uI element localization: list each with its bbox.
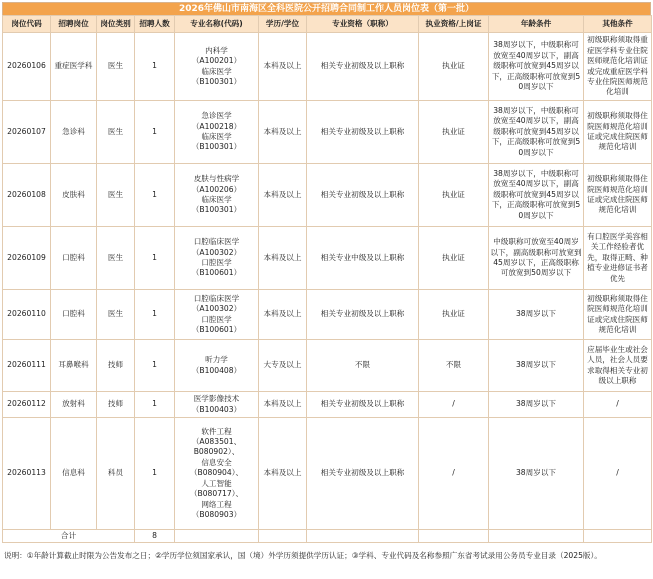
header-other: 其他条件 <box>584 16 652 33</box>
cell-age: 38周岁以下 <box>489 392 584 418</box>
cell-category: 医生 <box>97 227 135 290</box>
cell-code: 20260108 <box>3 164 51 227</box>
cell-license: / <box>419 418 489 530</box>
cell-other: 初级职称须取得重症医学科专业住院医师规范化培训证或完成重症医学科专业住院医师规范化培训 <box>584 33 652 101</box>
total-empty <box>419 530 489 543</box>
cell-other: 应届毕业生或社会人员，社会人员要求取得相关专业初级以上职称 <box>584 340 652 392</box>
cell-count: 1 <box>135 340 175 392</box>
header-count: 招聘人数 <box>135 16 175 33</box>
cell-other: / <box>584 392 652 418</box>
header-row <box>3 16 652 33</box>
cell-qualification: 相关专业初级及以上职称 <box>307 33 419 101</box>
cell-education: 本科及以上 <box>259 33 307 101</box>
cell-other: / <box>584 418 652 530</box>
cell-age: 38周岁以下，中级职称可放宽至40周岁以下，副高级职称可放宽到45周岁以下，正高级职称可放宽到50周岁以下 <box>489 164 584 227</box>
cell-qualification: 相关专业中级及以上职称 <box>307 227 419 290</box>
header-category: 岗位类别 <box>97 16 135 33</box>
cell-other: 初级职称须取得住院医师规范化培训证或完成住院医师规范化培训 <box>584 101 652 164</box>
cell-count: 1 <box>135 164 175 227</box>
total-count: 8 <box>135 530 175 543</box>
header-education: 学历/学位 <box>259 16 307 33</box>
cell-category: 医生 <box>97 33 135 101</box>
cell-post: 信息科 <box>51 418 97 530</box>
cell-post: 口腔科 <box>51 290 97 340</box>
table-title: 2026年佛山市南海区全科医院公开招聘合同制工作人员岗位表（第一批） <box>2 2 651 15</box>
table-row <box>3 340 652 392</box>
cell-code: 20260107 <box>3 101 51 164</box>
cell-major: 听力学 （B100408） <box>175 340 259 392</box>
cell-post: 重症医学科 <box>51 33 97 101</box>
cell-license: / <box>419 392 489 418</box>
table-row <box>3 290 652 340</box>
cell-post: 急诊科 <box>51 101 97 164</box>
cell-education: 本科及以上 <box>259 290 307 340</box>
cell-education: 本科及以上 <box>259 392 307 418</box>
total-empty <box>307 530 419 543</box>
cell-age: 38周岁以下 <box>489 290 584 340</box>
total-empty <box>259 530 307 543</box>
cell-qualification: 相关专业初级及以上职称 <box>307 392 419 418</box>
cell-education: 本科及以上 <box>259 227 307 290</box>
cell-qualification: 不限 <box>307 340 419 392</box>
cell-education: 本科及以上 <box>259 418 307 530</box>
cell-license: 执业证 <box>419 164 489 227</box>
cell-license: 不限 <box>419 340 489 392</box>
cell-category: 科员 <box>97 418 135 530</box>
cell-code: 20260112 <box>3 392 51 418</box>
cell-major: 口腔临床医学 （A100302） 口腔医学 （B100601） <box>175 227 259 290</box>
cell-major: 内科学 （A100201） 临床医学 （B100301） <box>175 33 259 101</box>
cell-major: 医学影像技术 （B100403） <box>175 392 259 418</box>
header-qualification: 专业资格（职称） <box>307 16 419 33</box>
cell-age: 中级职称可放宽至40周岁以下，副高级职称可放宽到45周岁以下，正高级职称可放宽到50周岁以下 <box>489 227 584 290</box>
header-code: 岗位代码 <box>3 16 51 33</box>
cell-license: 执业证 <box>419 101 489 164</box>
cell-count: 1 <box>135 101 175 164</box>
recruitment-table <box>2 15 652 543</box>
cell-license: 执业证 <box>419 33 489 101</box>
table-row <box>3 227 652 290</box>
cell-post: 皮肤科 <box>51 164 97 227</box>
cell-post: 放射科 <box>51 392 97 418</box>
cell-other: 有口腔医学美容相关工作经验者优先，取得正畸、种植专业进修证书者优先 <box>584 227 652 290</box>
cell-license: 执业证 <box>419 227 489 290</box>
header-license: 执业资格/上岗证 <box>419 16 489 33</box>
header-major: 专业名称(代码) <box>175 16 259 33</box>
cell-major: 口腔临床医学 （A100302） 口腔医学 （B100601） <box>175 290 259 340</box>
cell-category: 医生 <box>97 101 135 164</box>
cell-count: 1 <box>135 392 175 418</box>
cell-category: 技师 <box>97 340 135 392</box>
cell-qualification: 相关专业初级及以上职称 <box>307 101 419 164</box>
cell-category: 技师 <box>97 392 135 418</box>
total-label: 合计 <box>3 530 135 543</box>
cell-license: 执业证 <box>419 290 489 340</box>
table-row <box>3 101 652 164</box>
header-age: 年龄条件 <box>489 16 584 33</box>
cell-education: 本科及以上 <box>259 101 307 164</box>
cell-age: 38周岁以下 <box>489 418 584 530</box>
cell-age: 38周岁以下 <box>489 340 584 392</box>
cell-qualification: 相关专业初级及以上职称 <box>307 418 419 530</box>
cell-code: 20260113 <box>3 418 51 530</box>
cell-post: 口腔科 <box>51 227 97 290</box>
cell-code: 20260110 <box>3 290 51 340</box>
cell-other: 初级职称须取得住院医师规范化培训证或完成住院医师规范化培训 <box>584 164 652 227</box>
table-row <box>3 33 652 101</box>
cell-age: 38周岁以下，中级职称可放宽至40周岁以下，副高级职称可放宽到45周岁以下，正高级职称可放宽到50周岁以下 <box>489 101 584 164</box>
cell-code: 20260106 <box>3 33 51 101</box>
table-row <box>3 164 652 227</box>
cell-category: 医生 <box>97 290 135 340</box>
cell-major: 皮肤与性病学 （A100206） 临床医学 （B100301） <box>175 164 259 227</box>
footnote: 说明：①年龄计算截止时限为公告发布之日；②学历学位须国家承认，国（境）外学历须提供学历认证；③学科、专业代码及名称参照广东省考试录用公务员专业目录（2025版）。 <box>4 551 602 560</box>
cell-count: 1 <box>135 33 175 101</box>
cell-category: 医生 <box>97 164 135 227</box>
cell-code: 20260109 <box>3 227 51 290</box>
cell-education: 大专及以上 <box>259 340 307 392</box>
total-empty <box>489 530 584 543</box>
total-empty <box>175 530 259 543</box>
header-post: 招聘岗位 <box>51 16 97 33</box>
cell-major: 软件工程 （A083501、 B080902）、 信息安全 （B080904）、 人工智能 （B080717）、 网络工程 （B080903） <box>175 418 259 530</box>
table-row <box>3 392 652 418</box>
cell-qualification: 相关专业初级及以上职称 <box>307 290 419 340</box>
total-empty <box>584 530 652 543</box>
cell-post: 耳鼻喉科 <box>51 340 97 392</box>
table-row <box>3 418 652 530</box>
cell-qualification: 相关专业初级及以上职称 <box>307 164 419 227</box>
cell-count: 1 <box>135 290 175 340</box>
cell-major: 急诊医学 （A100218） 临床医学 （B100301） <box>175 101 259 164</box>
cell-code: 20260111 <box>3 340 51 392</box>
cell-count: 1 <box>135 227 175 290</box>
cell-education: 本科及以上 <box>259 164 307 227</box>
cell-count: 1 <box>135 418 175 530</box>
cell-age: 38周岁以下，中级职称可放宽至40周岁以下，副高级职称可放宽到45周岁以下，正高级职称可放宽到50周岁以下 <box>489 33 584 101</box>
total-row <box>3 530 652 543</box>
cell-other: 初级职称须取得住院医师规范化培训证或完成住院医师规范化培训 <box>584 290 652 340</box>
